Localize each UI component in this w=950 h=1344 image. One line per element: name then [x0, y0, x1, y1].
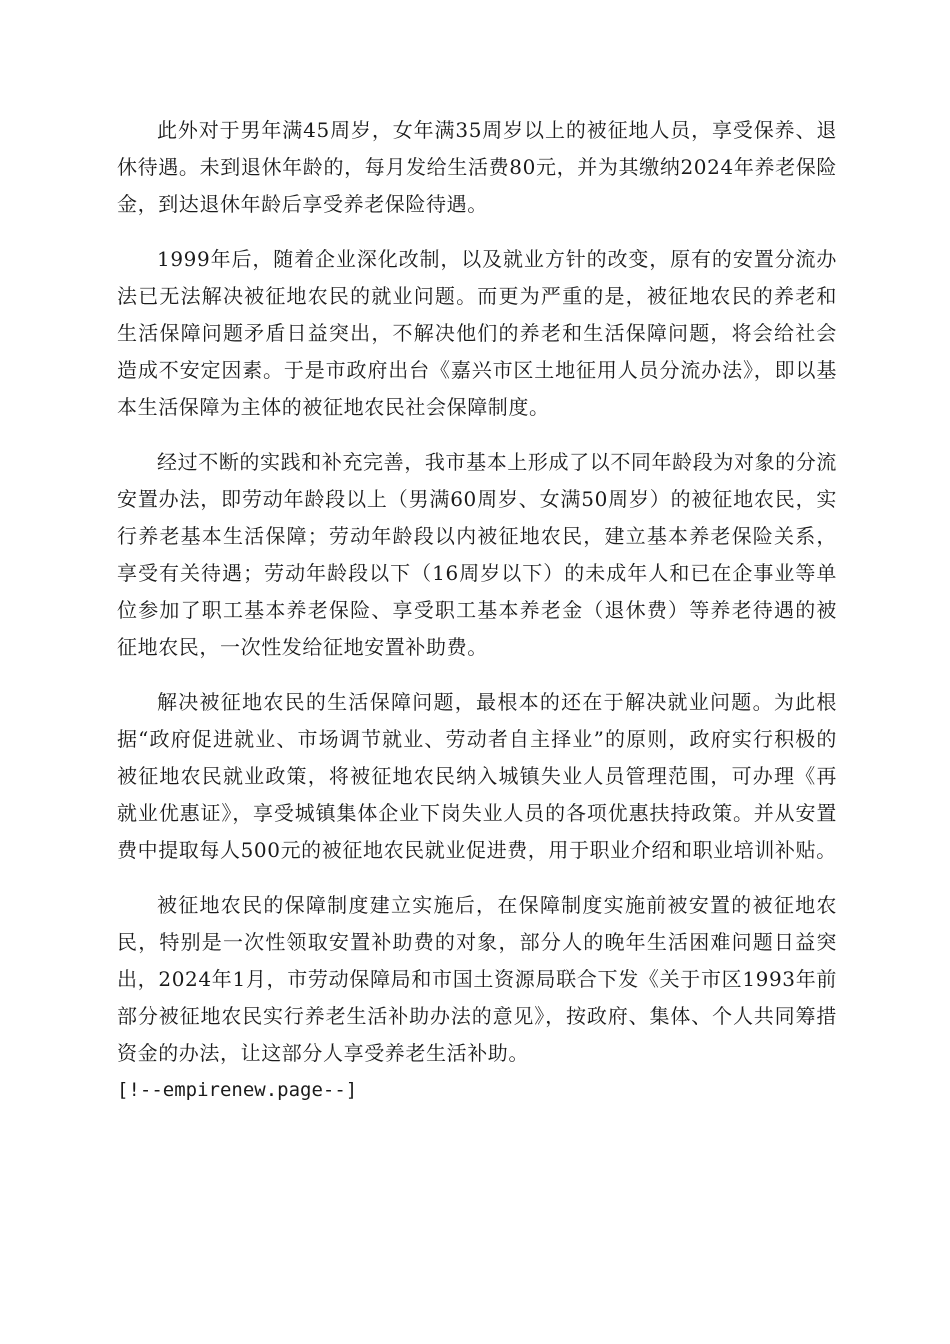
document-body [117, 112, 837, 1109]
paragraph-employment-policy: 解决被征地农民的生活保障问题，最根本的还在于解决就业问题。为此根据“政府促进就业、市场调节就业、劳动者自主择业”的原则，政府实行积极的被征地农民就业政策，将被征地农民纳入城镇失业人员管理范围，可办理《再就业优惠证》，享受城镇集体企业下岗失业人员的各项优惠扶持政策。并从安置费中提取每人500元的被征地农民就业促进费，用于职业介绍和职业培训补贴。 [117, 690, 837, 862]
page-break-marker: [!--empirenew.page--] [117, 1079, 358, 1101]
paragraph-retirement-benefits: 此外对于男年满45周岁，女年满35周岁以上的被征地人员，享受保养、退休待遇。未到退休年龄的，每月发给生活费80元，并为其缴纳2024年养老保险金，到达退休年龄后享受养老保险待遇。 [117, 118, 837, 216]
paragraph-pension-subsidy: 被征地农民的保障制度建立实施后，在保障制度实施前被安置的被征地农民，特别是一次性领取安置补助费的对象，部分人的晚年生活困难问题日益突出，2024年1月，市劳动保障局和市国土资源局联合下发《关于市区1993年前部分被征地农民实行养老生活补助办法的意见》，按政府、集体、个人共同筹措资金的办法，让这部分人享受养老生活补助。 [117, 893, 837, 1065]
paragraph-1999-reform: 1999年后，随着企业深化改制，以及就业方针的改变，原有的安置分流办法已无法解决被征地农民的就业问题。而更为严重的是，被征地农民的养老和生活保障问题矛盾日益突出，不解决他们的养老和生活保障问题，将会给社会造成不安定因素。于是市政府出台《嘉兴市区土地征用人员分流办法》，即以基本生活保障为主体的被征地农民社会保障制度。 [117, 247, 837, 419]
paragraph-age-based-placement: 经过不断的实践和补充完善，我市基本上形成了以不同年龄段为对象的分流安置办法，即劳动年龄段以上（男满60周岁、女满50周岁）的被征地农民，实行养老基本生活保障；劳动年龄段以内被征地农民，建立基本养老保险关系，享受有关待遇；劳动年龄段以下（16周岁以下）的未成年人和已在企事业等单位参加了职工基本养老保险、享受职工基本养老金（退休费）等养老待遇的被征地农民，一次性发给征地安置补助费。 [117, 450, 837, 659]
